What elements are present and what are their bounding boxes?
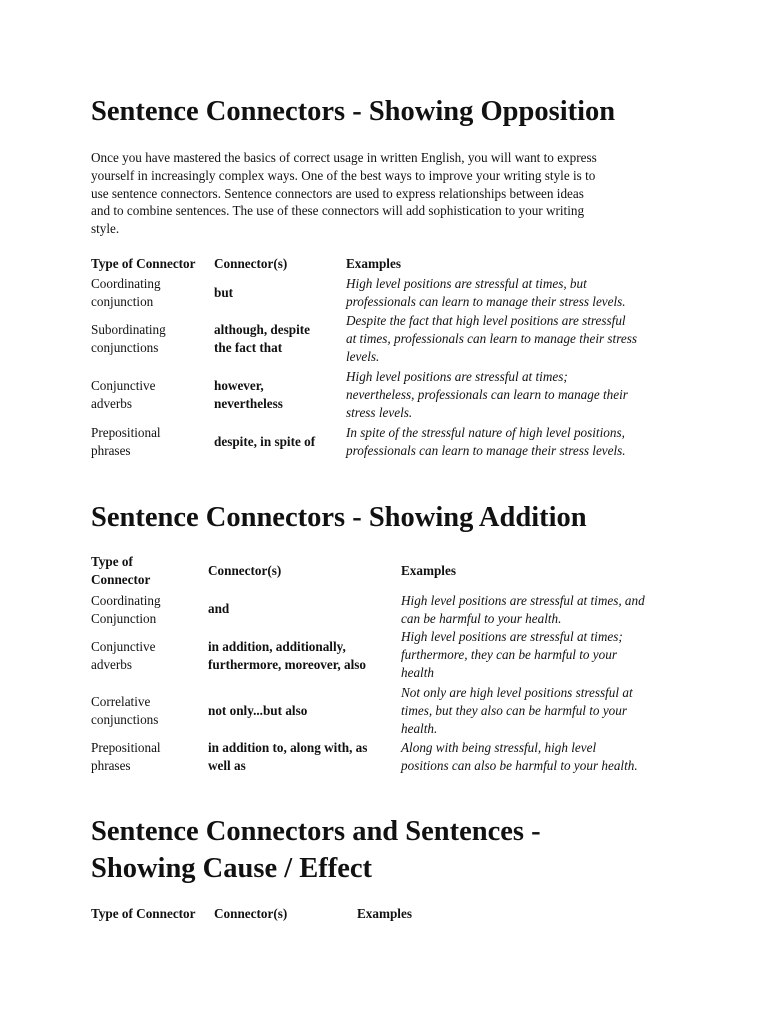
cell-line: and: [208, 601, 230, 616]
table-cell-type: [91, 638, 155, 674]
cell-line: Connector: [91, 572, 151, 587]
cell-line: well as: [208, 758, 246, 773]
table-cell-connector: [214, 284, 233, 302]
table-cell-example: [401, 684, 633, 738]
table-cell-example: [346, 275, 626, 311]
cell-line: in addition to, along with, as: [208, 740, 368, 755]
cell-line: stress levels.: [346, 405, 413, 420]
cell-line: nevertheless: [214, 396, 283, 411]
table-cell-example: [346, 368, 628, 422]
cell-line: conjunctions: [91, 340, 159, 355]
table-header-connector: Connector(s): [214, 906, 288, 921]
table-cell-example: [346, 424, 626, 460]
cell-line: Type of: [91, 554, 133, 569]
cell-line: Coordinating: [91, 593, 161, 608]
table-cell-type: [91, 321, 166, 357]
table-cell-example: [401, 739, 638, 775]
table-cell-example: [401, 628, 623, 682]
cell-line: Conjunction: [91, 611, 157, 626]
cell-line: Prepositional: [91, 740, 161, 755]
cell-line: conjunctions: [91, 712, 159, 727]
cell-line: positions can also be harmful to your health.: [401, 758, 638, 773]
cell-line: but: [214, 285, 234, 300]
cell-line: health.: [401, 721, 438, 736]
cell-line: adverbs: [91, 657, 133, 672]
table-header-connector: Connector(s): [214, 256, 288, 271]
table-cell-connector: [214, 321, 310, 357]
cell-line: professionals can learn to manage their stress levels.: [346, 294, 626, 309]
cell-line: High level positions are stressful at times, and: [401, 593, 645, 608]
cell-line: Prepositional: [91, 425, 161, 440]
section-title-addition: Sentence Connectors - Showing Addition: [91, 502, 587, 533]
cell-line: High level positions are stressful at times;: [401, 629, 623, 644]
intro-line: style.: [91, 221, 120, 237]
cell-line: phrases: [91, 443, 131, 458]
table-cell-connector: [214, 377, 283, 413]
cell-line: Coordinating: [91, 276, 161, 291]
table-cell-example: [346, 312, 637, 366]
cell-line: conjunction: [91, 294, 154, 309]
table-header-examples: Examples: [357, 906, 412, 921]
table-header-connector: Connector(s): [208, 563, 282, 578]
table-cell-type: [91, 693, 158, 729]
table-cell-connector: [208, 739, 367, 775]
cell-line: the fact that: [214, 340, 283, 355]
table-header-type: [91, 553, 150, 589]
table-cell-type: [91, 592, 161, 628]
section-title-cause-effect: Sentence Connectors and Sentences -: [91, 816, 541, 847]
cell-line: in addition, additionally,: [208, 639, 346, 654]
table-cell-type: [91, 424, 161, 460]
table-cell-type: [91, 377, 155, 413]
intro-paragraph: [91, 149, 681, 238]
table-header-type: Type of Connector: [91, 906, 196, 921]
cell-line: Along with being stressful, high level: [401, 740, 597, 755]
intro-line: and to combine sentences. The use of these connectors will add sophistication to your writing: [91, 203, 585, 219]
intro-line: Once you have mastered the basics of correct usage in written English, you will want to express: [91, 150, 597, 165]
table-header-type: Type of Connector: [91, 256, 196, 271]
cell-line: despite, in spite of: [214, 434, 316, 449]
cell-line: however,: [214, 378, 264, 393]
table-header-examples: Examples: [346, 256, 401, 271]
cell-line: Despite the fact that high level positions are stressful: [346, 313, 626, 328]
section-title-cause-effect-line2: Showing Cause / Effect: [91, 853, 373, 884]
cell-line: In spite of the stressful nature of high level positions,: [346, 425, 625, 440]
cell-line: adverbs: [91, 396, 133, 411]
cell-line: at times, professionals can learn to manage their stress: [346, 331, 637, 346]
intro-line: use sentence connectors. Sentence connectors are used to express relationships between ideas: [91, 185, 584, 201]
cell-line: furthermore, they can be harmful to your: [401, 647, 617, 662]
cell-line: phrases: [91, 758, 131, 773]
table-cell-example: [401, 592, 645, 628]
cell-line: professionals can learn to manage their stress levels.: [346, 443, 626, 458]
cell-line: although, despite: [214, 322, 310, 337]
intro-line: yourself in increasingly complex ways. One of the best ways to improve your writing style is to: [91, 167, 596, 183]
table-header-examples: Examples: [401, 563, 456, 578]
cell-line: High level positions are stressful at times, but: [346, 276, 587, 291]
table-cell-type: [91, 275, 161, 311]
cell-line: times, but they also can be harmful to your: [401, 703, 627, 718]
cell-line: furthermore, moreover, also: [208, 657, 366, 672]
cell-line: Not only are high level positions stressful at: [401, 685, 633, 700]
cell-line: nevertheless, professionals can learn to manage their: [346, 387, 628, 402]
table-cell-connector: [208, 638, 366, 674]
section-title-opposition: Sentence Connectors - Showing Opposition: [91, 96, 616, 127]
cell-line: not only...but also: [208, 703, 308, 718]
table-cell-type: [91, 739, 161, 775]
cell-line: Correlative: [91, 694, 151, 709]
cell-line: Conjunctive: [91, 378, 156, 393]
cell-line: Conjunctive: [91, 639, 156, 654]
cell-line: High level positions are stressful at times;: [346, 369, 568, 384]
table-cell-connector: [214, 433, 315, 451]
cell-line: health: [401, 665, 434, 680]
table-cell-connector: [208, 702, 307, 720]
table-cell-connector: [208, 600, 229, 618]
cell-line: Subordinating: [91, 322, 166, 337]
cell-line: can be harmful to your health.: [401, 611, 562, 626]
cell-line: levels.: [346, 349, 380, 364]
